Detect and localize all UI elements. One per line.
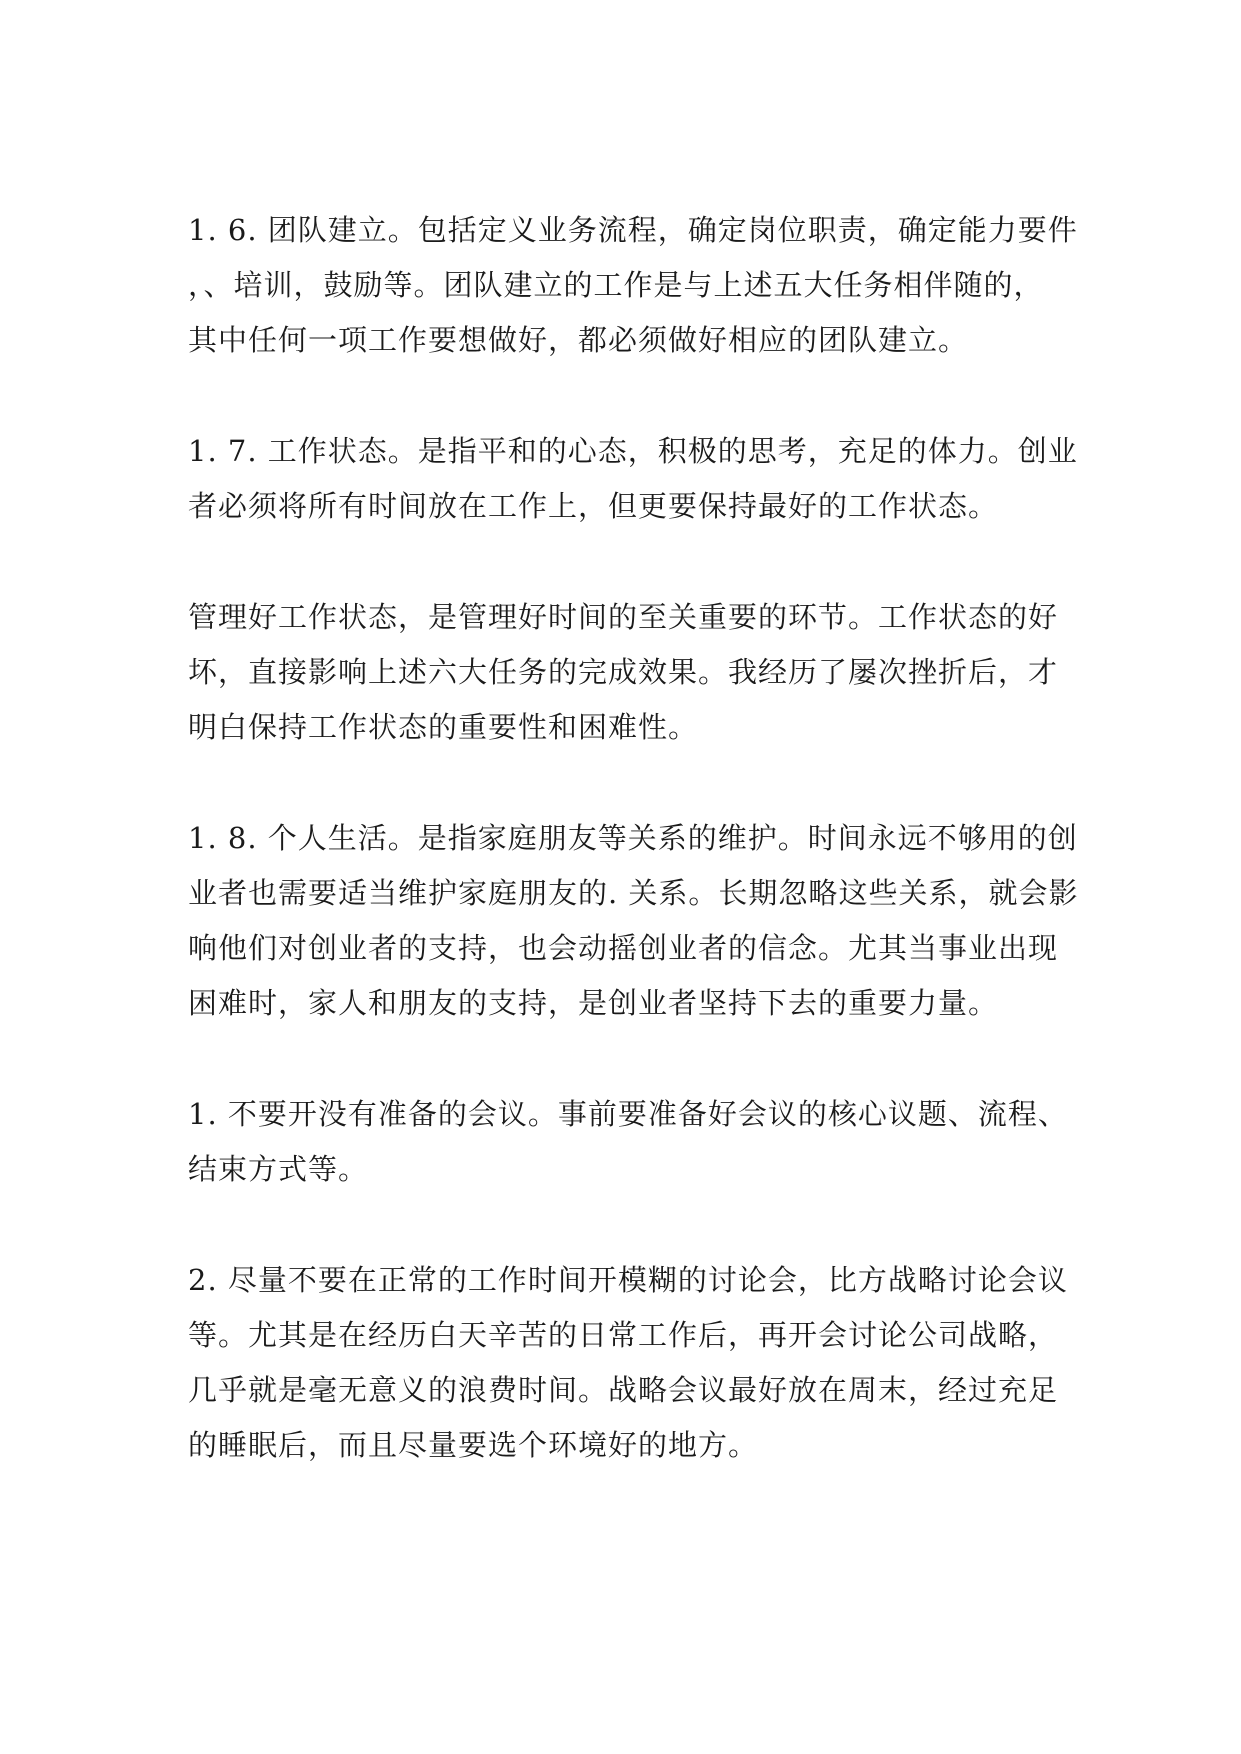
document-body — [188, 203, 1079, 1473]
text-line: 其中任何一项工作要想做好，都必须做好相应的团队建立。 — [188, 323, 969, 357]
text-line: 1. 8. 个人生活。是指家庭朋友等关系的维护。时间永远不够用的创 — [188, 821, 1078, 855]
text-line: 2. 尽量不要在正常的工作时间开模糊的讨论会，比方战略讨论会议 — [188, 1263, 1068, 1297]
paragraph-personal-life — [188, 811, 1079, 1031]
text-line: 1. 7. 工作状态。是指平和的心态，积极的思考，充足的体力。创业 — [188, 434, 1078, 468]
paragraph-spacer — [188, 1031, 1068, 1087]
text-line: 几乎就是毫无意义的浪费时间。战略会议最好放在周末，经过充足 — [188, 1373, 1059, 1407]
paragraph-spacer — [188, 755, 1068, 811]
paragraph-work-state — [188, 424, 1078, 534]
paragraph-manage-work-state — [188, 590, 1068, 755]
text-line: 困难时，家人和朋友的支持，是创业者坚持下去的重要力量。 — [188, 986, 999, 1020]
text-line: 1. 6. 团队建立。包括定义业务流程，确定岗位职责，确定能力要件 — [188, 213, 1078, 247]
text-line: 明白保持工作状态的重要性和困难性。 — [188, 710, 699, 744]
text-line: 业者也需要适当维护家庭朋友的. 关系。长期忽略这些关系，就会影 — [188, 876, 1079, 910]
paragraph-meeting-tip-2 — [188, 1253, 1068, 1473]
paragraph-team-building — [188, 203, 1078, 368]
paragraph-meeting-tip-1 — [188, 1087, 1068, 1197]
text-line: 1. 不要开没有准备的会议。事前要准备好会议的核心议题、流程、 — [188, 1097, 1068, 1131]
text-line: 坏，直接影响上述六大任务的完成效果。我经历了屡次挫折后，才 — [188, 655, 1059, 689]
text-line: 管理好工作状态，是管理好时间的至关重要的环节。工作状态的好 — [188, 600, 1059, 634]
text-line: 者必须将所有时间放在工作上，但更要保持最好的工作状态。 — [188, 489, 999, 523]
paragraph-spacer — [188, 534, 1068, 590]
text-line: 的睡眠后，而且尽量要选个环境好的地方。 — [188, 1428, 759, 1462]
paragraph-spacer — [188, 1197, 1068, 1253]
text-line: 等。尤其是在经历白天辛苦的日常工作后，再开会讨论公司战略， — [188, 1318, 1059, 1352]
text-line: 结束方式等。 — [188, 1152, 369, 1186]
text-line: 响他们对创业者的支持，也会动摇创业者的信念。尤其当事业出现 — [188, 931, 1059, 965]
text-line: ，、培训，鼓励等。团队建立的工作是与上述五大任务相伴随的， — [188, 268, 1044, 302]
paragraph-spacer — [188, 368, 1068, 424]
